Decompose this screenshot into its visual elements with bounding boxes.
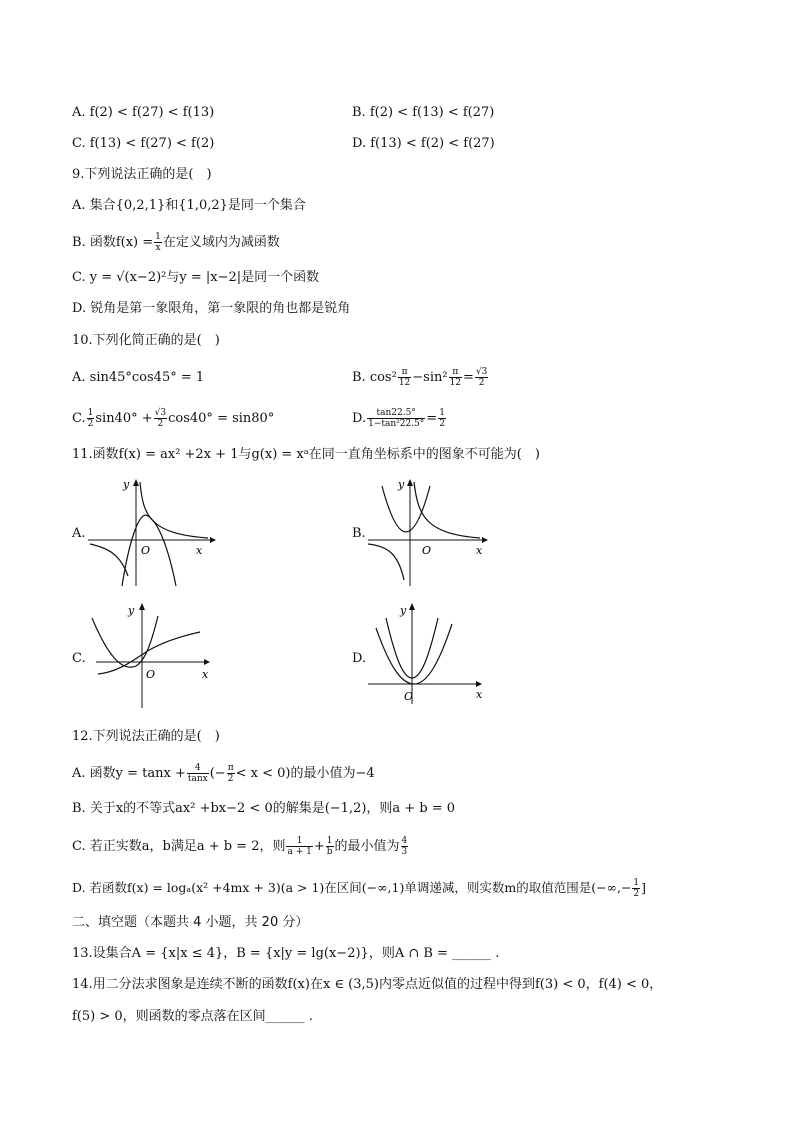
q10-d-f2n: 1 (439, 408, 445, 418)
q10-b-frac3 (475, 367, 488, 388)
q10-c-f1d: 2 (87, 419, 94, 429)
q12-d-post: ] (641, 880, 647, 895)
q12-a-fd: tanx (187, 774, 208, 784)
q10-c-f2d: 2 (157, 419, 164, 429)
q10-c-f1n: 1 (87, 408, 94, 418)
q9-b-den: x (155, 243, 161, 253)
q10-c-mid: sin40° + (95, 411, 153, 426)
q10-option-c (72, 408, 274, 429)
q10-c-f2n: √3 (154, 408, 167, 418)
q10-c-pre: C. (72, 411, 86, 426)
q11-graph-a-svg (88, 476, 218, 588)
q12-c-f2n: 1 (326, 836, 333, 846)
q9-stem: 9.下列说法正确的是( ) (72, 167, 212, 182)
q9-b-pre: B. 函数f(x) = (72, 235, 154, 250)
q12-a-mid: (− (209, 766, 226, 781)
q10-b-eq: = (463, 370, 474, 385)
q11-b-origin: O (422, 544, 432, 557)
q11-graph-a (88, 476, 218, 592)
q11-graph-a-label: A. (72, 526, 86, 541)
q10-option-d (352, 408, 447, 429)
q12-d-frac (632, 878, 640, 899)
q10-b-frac2 (449, 367, 462, 388)
q8-option-c: C. f(13) < f(27) < f(2) (72, 136, 215, 151)
q12-d-fn: 1 (633, 878, 640, 888)
q12-c-frac3 (401, 836, 409, 857)
q10-b-f2d: 12 (449, 378, 462, 388)
q9-option-a: A. 集合{0,2,1}和{1,0,2}是同一个集合 (72, 198, 306, 213)
q10-d-eq: = (426, 411, 438, 426)
section-heading-fill-blank: 二、填空题（本题共 4 小题，共 20 分） (72, 915, 309, 930)
q11-a-y-label: y (123, 478, 130, 491)
q11-a-x-label: x (196, 544, 203, 557)
q12-c-frac2 (326, 836, 334, 857)
q10-d-f1n: tan22.5° (367, 408, 425, 419)
q8-option-b: B. f(2) < f(13) < f(27) (352, 105, 495, 120)
q12-option-c (72, 836, 409, 857)
q12-c-f3d: 3 (401, 847, 408, 857)
q11-c-origin: O (146, 668, 156, 681)
q10-d-pre: D. (352, 411, 367, 426)
q12-c-f1d: a + 1 (287, 847, 312, 857)
q10-b-f3d: 2 (478, 378, 485, 388)
q12-option-d (72, 878, 646, 899)
q12-c-f3n: 4 (401, 836, 408, 846)
q10-d-f2d: 2 (439, 419, 445, 429)
q12-stem: 12.下列说法正确的是( ) (72, 729, 220, 744)
q12-c-pre: C. 若正实数a，b满足a + b = 2，则 (72, 839, 286, 854)
q11-d-origin: O (404, 690, 414, 703)
q10-b-f1n: π (398, 367, 411, 378)
q9-b-num: 1 (155, 232, 161, 242)
q11-graph-c-svg (88, 600, 218, 712)
q11-stem: 11.函数f(x) = ax² +2x + 1与g(x) = xᵃ在同一直角坐标系中的图象不可能为( ) (72, 447, 540, 462)
q10-c-post: cos40° = sin80° (168, 411, 275, 426)
q11-graph-d (368, 600, 498, 716)
q12-a-post: < x < 0)的最小值为−4 (235, 766, 375, 781)
q9-option-b (72, 232, 280, 253)
q12-a-f2n: π (227, 763, 234, 773)
q11-graph-c (88, 600, 218, 716)
q14-text-line1: 14.用二分法求图象是连续不断的函数f(x)在x ∈ (3,5)内零点近似值的过程中得到f(3) < 0，f(4) < 0， (72, 977, 663, 992)
q12-d-fd: 2 (633, 889, 640, 899)
q9-b-fraction (154, 232, 162, 253)
q12-a-f2d: 2 (227, 774, 234, 784)
q12-c-plus: + (313, 839, 325, 854)
q11-graph-c-label: C. (72, 651, 86, 666)
q10-b-pre: B. cos² (352, 370, 397, 385)
q9-option-c: C. y = √(x−2)²与y = |x−2|是同一个函数 (72, 270, 320, 285)
q11-d-x-label: x (476, 688, 483, 701)
q11-c-x-label: x (202, 668, 209, 681)
q10-b-mid: −sin² (412, 370, 448, 385)
q12-d-pre: D. 若函数f(x) = logₐ(x² +4mx + 3)(a > 1)在区间(−∞,1)单调递减，则实数m的取值范围是(−∞,− (72, 880, 632, 895)
q12-a-fn: 4 (187, 763, 209, 774)
q10-c-frac2 (154, 408, 167, 429)
q8-option-a: A. f(2) < f(27) < f(13) (72, 105, 215, 120)
q12-c-f1n: 1 (286, 836, 312, 847)
q10-d-f1d: 1−tan²22.5° (368, 419, 425, 429)
q9-b-post: 在定义域内为减函数 (162, 235, 280, 250)
q11-graph-d-svg (368, 600, 498, 712)
q10-stem: 10.下列化简正确的是( ) (72, 333, 220, 348)
q12-option-b: B. 关于x的不等式ax² +bx−2 < 0的解集是(−1,2)，则a + b = 0 (72, 801, 456, 816)
q12-a-pre: A. 函数y = tanx + (72, 766, 186, 781)
q12-option-a (72, 763, 375, 784)
q13-text: 13.设集合A = {x|x ≤ 4}，B = {x|y = lg(x−2)}，则A ∩ B = ______ . (72, 946, 500, 961)
q11-graph-b (368, 476, 498, 592)
q10-option-a: A. sin45°cos45° = 1 (72, 370, 205, 385)
q10-d-frac1 (367, 408, 425, 429)
q11-b-x-label: x (476, 544, 483, 557)
q8-option-d: D. f(13) < f(2) < f(27) (352, 136, 495, 151)
q9-option-d: D. 锐角是第一象限角，第一象限的角也都是锐角 (72, 301, 351, 316)
q10-b-frac1 (398, 367, 411, 388)
q10-b-f2n: π (449, 367, 462, 378)
q11-c-y-label: y (128, 604, 135, 617)
q10-d-frac2 (438, 408, 446, 429)
q12-c-f2d: b (326, 847, 333, 857)
q12-c-frac1 (286, 836, 312, 857)
q10-c-frac1 (87, 408, 95, 429)
q14-text-line2: f(5) > 0，则函数的零点落在区间______ . (72, 1009, 313, 1024)
q11-b-y-label: y (398, 478, 405, 491)
q10-option-b (352, 367, 489, 388)
q11-graph-d-label: D. (352, 651, 367, 666)
q11-graph-b-label: B. (352, 526, 366, 541)
q11-d-y-label: y (400, 604, 407, 617)
q11-a-origin: O (141, 544, 151, 557)
q11-graph-b-svg (368, 476, 498, 588)
q12-c-mid: 的最小值为 (334, 839, 400, 854)
q10-b-f3n: √3 (475, 367, 488, 377)
q12-a-frac1 (187, 763, 209, 784)
q12-a-frac2 (227, 763, 235, 784)
q10-b-f1d: 12 (398, 378, 411, 388)
